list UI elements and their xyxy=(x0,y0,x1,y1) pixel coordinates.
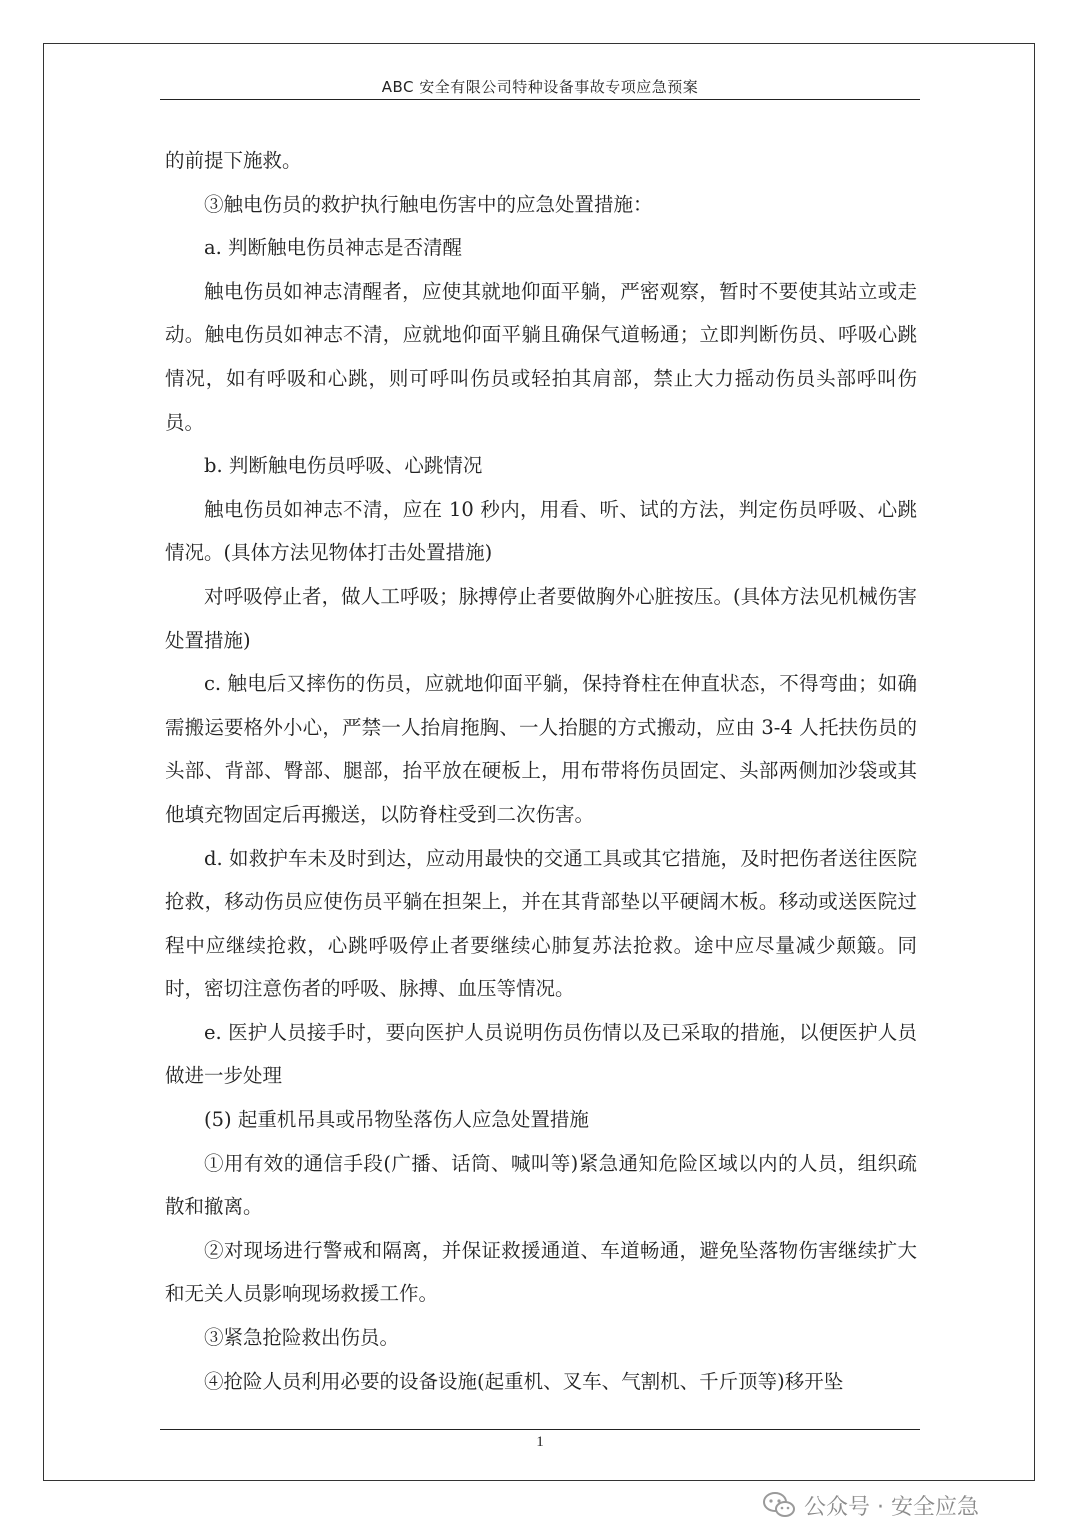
body-paragraph: ④抢险人员利用必要的设备设施(起重机、叉车、气割机、千斤顶等)移开坠 xyxy=(204,1369,844,1393)
body-paragraph: 的前提下施救。 xyxy=(165,149,302,172)
body-paragraph: d. 如救护车未及时到达，应动用最快的交通工具或其它措施，及时把伤者送往医院抢救，移动伤员应使伤员平躺在担架上，并在其背部垫以平硬阔木板。移动或送医院过程中应继续抢救，心跳呼吸停止者要继续心肺复苏法抢救。途中应尽量减少颠簸。同时，密切注意伤者的呼吸、脉搏、血压等情况。 xyxy=(165,846,917,1001)
footer-divider xyxy=(160,1429,920,1430)
watermark xyxy=(762,1488,979,1522)
body-paragraph: c. 触电后又摔伤的伤员，应就地仰面平躺，保持脊柱在伸直状态，不得弯曲；如确需搬运要格外小心，严禁一人抬肩拖胸、一人抬腿的方式搬动，应由 3-4 人托扶伤员的头部、背部、臀部、腿部，抬平放在硬板上，用布带将伤员固定、头部两侧加沙袋或其他填充物固定后再搬送，以防脊柱受到二次伤害。 xyxy=(165,672,917,826)
page-header-title: ABC 安全有限公司特种设备事故专项应急预案 xyxy=(381,78,699,96)
body-paragraph: ③紧急抢险救出伤员。 xyxy=(204,1326,400,1350)
page-number: 1 xyxy=(536,1434,544,1450)
body-paragraph: a. 判断触电伤员神志是否清醒 xyxy=(204,236,463,260)
body-paragraph: e. 医护人员接手时，要向医护人员说明伤员伤情以及已采取的措施，以便医护人员做进一步处理 xyxy=(165,1020,917,1088)
body-paragraph: b. 判断触电伤员呼吸、心跳情况 xyxy=(204,454,483,478)
body-paragraph: ③触电伤员的救护执行触电伤害中的应急处置措施： xyxy=(204,192,653,216)
wechat-icon xyxy=(762,1490,796,1520)
body-paragraph: 对呼吸停止者，做人工呼吸；脉搏停止者要做胸外心脏按压。(具体方法见机械伤害处置措施) xyxy=(165,584,917,652)
body-paragraph: ①用有效的通信手段(广播、话筒、喊叫等)紧急通知危险区域以内的人员，组织疏散和撤离。 xyxy=(165,1151,917,1219)
document-body xyxy=(165,139,917,1403)
body-paragraph: (5) 起重机吊具或吊物坠落伤人应急处置措施 xyxy=(204,1108,589,1132)
watermark-text: 公众号 · 安全应急 xyxy=(804,1494,979,1520)
body-paragraph: ②对现场进行警戒和隔离，并保证救援通道、车道畅通，避免坠落物伤害继续扩大和无关人员影响现场救援工作。 xyxy=(165,1238,917,1306)
body-paragraph: 触电伤员如神志清醒者，应使其就地仰面平躺，严密观察，暂时不要使其站立或走动。触电伤员如神志不清，应就地仰面平躺且确保气道畅通；立即判断伤员、呼吸心跳情况，如有呼吸和心跳，则可呼叫伤员或轻拍其肩部，禁止大力摇动伤员头部呼叫伤员。 xyxy=(165,279,917,434)
header-divider xyxy=(160,99,920,100)
body-paragraph: 触电伤员如神志不清，应在 10 秒内，用看、听、试的方法，判定伤员呼吸、心跳情况。(具体方法见物体打击处置措施) xyxy=(165,497,917,565)
